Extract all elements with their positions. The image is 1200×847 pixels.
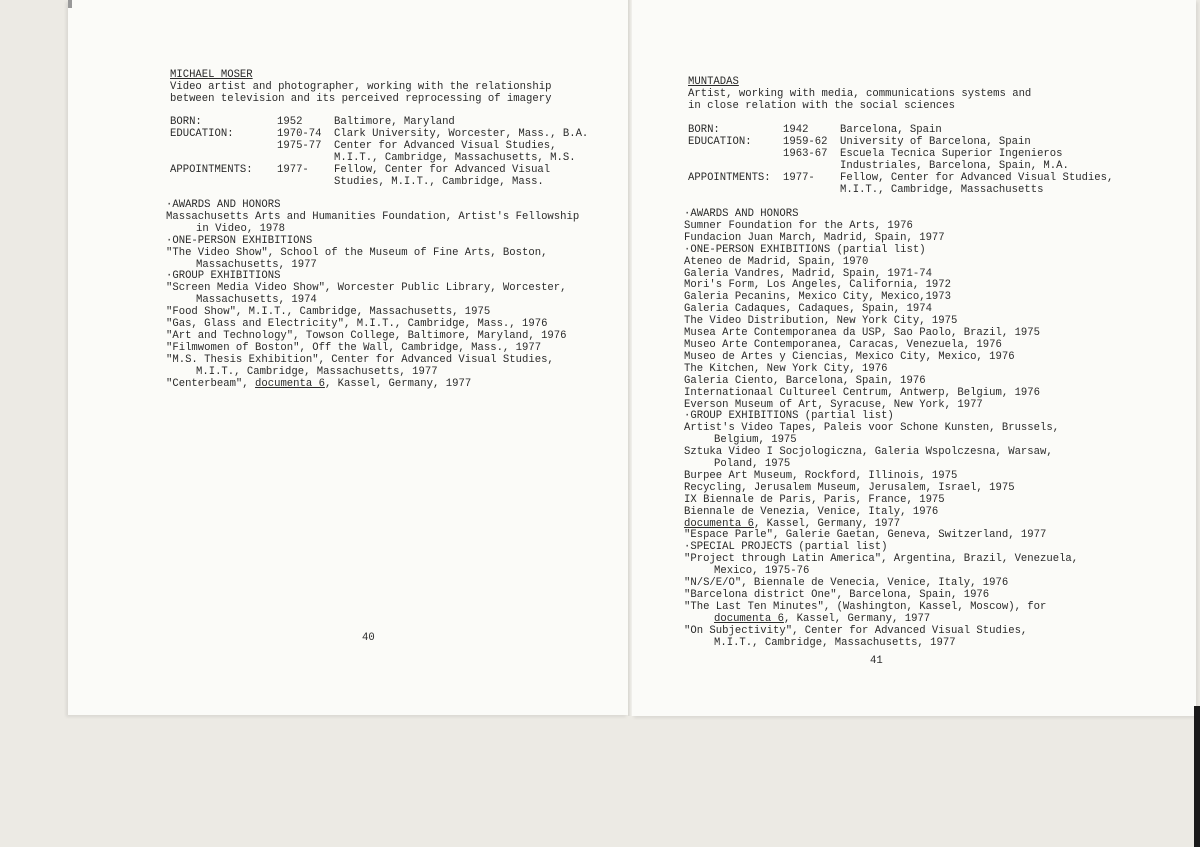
bio-row: APPOINTMENTS: 1977- Fellow, Center for Advanced Visual Studies, — [688, 171, 1114, 184]
section-heading: ·GROUP EXHIBITIONS — [166, 270, 281, 283]
artist-description-line: Video artist and photographer, working with the relationship — [170, 80, 552, 93]
scan-edge-mark — [68, 0, 72, 8]
right-bio-table — [688, 125, 1113, 196]
page-number: 40 — [362, 632, 375, 644]
section-heading: ·SPECIAL PROJECTS (partial list) — [684, 541, 888, 554]
bio-row: Industriales, Barcelona, Spain, M.A. — [840, 159, 1069, 172]
bio-row: EDUCATION: 1970-74 Clark University, Worcester, Mass., B.A. — [170, 127, 589, 140]
artist-name: MICHAEL MOSER — [170, 69, 253, 81]
bio-row: BORN: 1952 Baltimore, Maryland — [170, 116, 455, 128]
artist-description-line: in close relation with the social sciences — [688, 99, 956, 112]
artist-description-line: between television and its perceived reprocessing of imagery — [170, 92, 552, 105]
section-heading: ·ONE-PERSON EXHIBITIONS (partial list) — [684, 243, 926, 256]
section-heading: ·AWARDS AND HONORS — [166, 199, 281, 211]
right-column — [688, 77, 1031, 113]
artist-description-line: Artist, working with media, communications systems and — [688, 87, 1032, 100]
bio-row: Studies, M.I.T., Cambridge, Mass. — [334, 175, 544, 188]
section-heading: ·ONE-PERSON EXHIBITIONS — [166, 234, 313, 247]
right-exhibitions: ·AWARDS AND HONORS Sumner Foundation for the Arts, 1976 Fundacion Juan March, Madrid, Spain, 1977 ·ONE-PERSON EXHIBITIONS (partial list) Ateneo de Madrid, Spain, 1970 Galeria Vandres, Madrid, Spain, 1971-74 Mori's Form, Los Angeles, California, 1972 Galeria Pecanins, Mexico City, Mexico,1973 Galeria Cadaques, Cadaques, Spain, 1974 The Video Distribution, New York City, 1975 Musea Arte Contemporanea da USP, Sao Paolo, Brazil, 1975 Museo Arte Contemporanea, Caracas, Venezuela, 1976 Museo de Artes y Ciencias, Mexico City, Mexico, 1976 The Kitchen, New York City, 1976 Galeria Ciento, Barcelona, Spain, 1976 Internationaal Cultureel Centrum, Antwerp, Belgium, 1976 Everson Museum of Art, Syracuse, New York, 1977 ·GROUP EXHIBITIONS (partial list) Artist's Video Tapes, Paleis voor Schone Kunsten, Brussels, Belgium, 1975 Sztuka Video I Socjologiczna, Galeria Wspolczesna, Warsaw, Poland, 1975 Burpee Art Museum, Rockford, Illinois, 1975 Recycling, Jerusalem Museum, Jerusalem, Israel, 1975 IX Biennale de Paris, Paris, France, 1975 Biennale de Venezia, Venice, Italy, 1976 documenta 6, Kassel, Germany, 1977 "Espace Parle", Galerie Gaetan, Geneva, Switzerland, 1977 ·SPECIAL PROJECTS (partial list) "Project through Latin America", Argentina, Brazil, Venezuela, Mexico, 1975-76 "N/S/E/O", Biennale de Venecia, Venice, Italy, 1976 "Barcelona district One", Barcelona, Spain, 1976 "The Last Ten Minutes", (Washington, Kassel, Moscow), for documenta 6, Kassel, Germany, 1977 "On Subjectivity", Center for Advanced Visual Studies, M.I.T., Cambridge, Massachusetts, 1977 — [684, 208, 1079, 649]
left-exhibitions: ·AWARDS AND HONORS Massachusetts Arts and Humanities Foundation, Artist's Fellowship in Video, 1978 ·ONE-PERSON EXHIBITIONS "The Video Show", School of the Museum of Fine Arts, Boston, Massachusetts, 1977 ·GROUP EXHIBITIONS "Screen Media Video Show", Worcester Public Library, Worcester, Massachusetts, 1974 "Food Show", M.I.T., Cambridge, Massachusetts, 1975 "Gas, Glass and Electricity", M.I.T., Cambridge, Mass., 1976 "Art and Technology", Towson College, Baltimore, Maryland, 1976 "Filmwomen of Boston", Off the Wall, Cambridge, Mass., 1977 "M.S. Thesis Exhibition", Center for Advanced Visual Studies, M.I.T., Cambridge, Massachusetts, 1977 "Centerbeam", documenta 6, Kassel, Germany, 1977 — [166, 199, 580, 390]
bio-row: M.I.T., Cambridge, Massachusetts — [840, 183, 1044, 196]
bio-row: M.I.T., Cambridge, Massachusetts, M.S. — [334, 151, 576, 164]
section-heading: ·AWARDS AND HONORS — [684, 208, 799, 220]
left-bio-table — [170, 117, 588, 188]
bio-row: 1975-77 Center for Advanced Visual Studies, — [277, 139, 557, 152]
bio-row: 1963-67 Escuela Tecnica Superior Ingenieros — [783, 147, 1063, 160]
bio-row: EDUCATION: 1959-62 University of Barcelona, Spain — [688, 135, 1031, 148]
section-heading: ·GROUP EXHIBITIONS (partial list) — [684, 410, 894, 423]
scan-edge-shadow — [1194, 706, 1200, 847]
bio-row: APPOINTMENTS: 1977- Fellow, Center for Advanced Visual — [170, 163, 551, 176]
page-number: 41 — [870, 655, 883, 667]
artist-name: MUNTADAS — [688, 76, 739, 88]
left-column — [170, 70, 551, 106]
bio-row: BORN: 1942 Barcelona, Spain — [688, 124, 942, 136]
